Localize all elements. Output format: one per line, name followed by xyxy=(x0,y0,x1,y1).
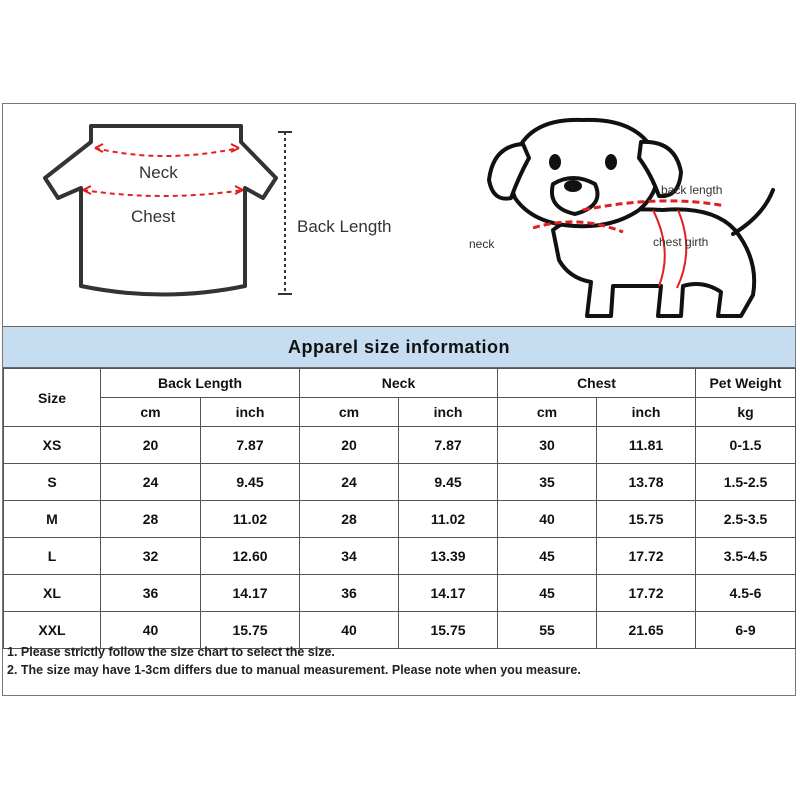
table-cell: 7.87 xyxy=(399,427,498,464)
size-cell: XL xyxy=(4,575,101,612)
table-cell: 36 xyxy=(101,575,201,612)
table-title: Apparel size information xyxy=(3,326,795,368)
table-cell: 13.78 xyxy=(597,464,696,501)
table-unit-row xyxy=(4,398,796,427)
size-cell: M xyxy=(4,501,101,538)
table-cell: 9.45 xyxy=(399,464,498,501)
table-cell: 15.75 xyxy=(597,501,696,538)
table-cell: 45 xyxy=(498,538,597,575)
notes xyxy=(5,643,793,695)
table-cell: 35 xyxy=(498,464,597,501)
table-cell: 32 xyxy=(101,538,201,575)
size-chart xyxy=(2,103,796,696)
measurement-illustration xyxy=(3,104,795,326)
size-cell: XXL xyxy=(4,612,101,649)
table-cell: 15.75 xyxy=(201,612,300,649)
table-cell: 12.60 xyxy=(201,538,300,575)
table-cell: 13.39 xyxy=(399,538,498,575)
table-cell: 6-9 xyxy=(696,612,796,649)
table-cell: 17.72 xyxy=(597,575,696,612)
table-cell: 11.81 xyxy=(597,427,696,464)
table-cell: 28 xyxy=(300,501,399,538)
unit-cell: cm xyxy=(101,398,201,427)
note-line: 2. The size may have 1-3cm differs due to manual measurement. Please note when you measure. xyxy=(7,663,581,677)
table-cell: 20 xyxy=(300,427,399,464)
chest-label: Chest xyxy=(131,207,176,226)
table-row xyxy=(4,538,796,575)
table-cell: 24 xyxy=(101,464,201,501)
table-cell: 17.72 xyxy=(597,538,696,575)
table-cell: 36 xyxy=(300,575,399,612)
note-line: 1. Please strictly follow the size chart to select the size. xyxy=(7,645,335,659)
table-cell: 3.5-4.5 xyxy=(696,538,796,575)
table-row xyxy=(4,501,796,538)
table-cell: 7.87 xyxy=(201,427,300,464)
size-cell: L xyxy=(4,538,101,575)
table-cell: 45 xyxy=(498,575,597,612)
unit-cell: inch xyxy=(399,398,498,427)
header-neck: Neck xyxy=(300,369,498,398)
dog-back-length-label: back length xyxy=(661,183,723,197)
table-cell: 28 xyxy=(101,501,201,538)
table-cell: 40 xyxy=(101,612,201,649)
table-cell: 30 xyxy=(498,427,597,464)
header-chest: Chest xyxy=(498,369,696,398)
dog-icon xyxy=(489,120,773,316)
neck-label: Neck xyxy=(139,163,178,182)
shirt-diagram xyxy=(33,118,433,318)
unit-cell: inch xyxy=(201,398,300,427)
table-cell: 20 xyxy=(101,427,201,464)
table-cell: 1.5-2.5 xyxy=(696,464,796,501)
size-cell: XS xyxy=(4,427,101,464)
table-cell: 11.02 xyxy=(201,501,300,538)
dog-diagram xyxy=(463,110,793,325)
table-cell: 40 xyxy=(498,501,597,538)
table-cell: 40 xyxy=(300,612,399,649)
table-cell: 14.17 xyxy=(201,575,300,612)
table-row xyxy=(4,575,796,612)
header-size: Size xyxy=(4,369,101,427)
size-table xyxy=(3,368,796,649)
table-cell: 34 xyxy=(300,538,399,575)
unit-cell: kg xyxy=(696,398,796,427)
table-header-row xyxy=(4,369,796,398)
unit-cell: cm xyxy=(300,398,399,427)
table-cell: 21.65 xyxy=(597,612,696,649)
table-cell: 14.17 xyxy=(399,575,498,612)
table-cell: 55 xyxy=(498,612,597,649)
table-cell: 24 xyxy=(300,464,399,501)
unit-cell: inch xyxy=(597,398,696,427)
dog-neck-label: neck xyxy=(469,237,495,251)
unit-cell: cm xyxy=(498,398,597,427)
back-length-label: Back Length xyxy=(297,217,392,236)
table-cell: 11.02 xyxy=(399,501,498,538)
table-cell: 9.45 xyxy=(201,464,300,501)
table-row xyxy=(4,464,796,501)
dog-chest-girth-label: chest girth xyxy=(653,235,709,249)
table-cell: 4.5-6 xyxy=(696,575,796,612)
header-pet-weight: Pet Weight xyxy=(696,369,796,398)
size-cell: S xyxy=(4,464,101,501)
table-cell: 2.5-3.5 xyxy=(696,501,796,538)
table-cell: 0-1.5 xyxy=(696,427,796,464)
table-cell: 15.75 xyxy=(399,612,498,649)
header-back-length: Back Length xyxy=(101,369,300,398)
table-row xyxy=(4,427,796,464)
